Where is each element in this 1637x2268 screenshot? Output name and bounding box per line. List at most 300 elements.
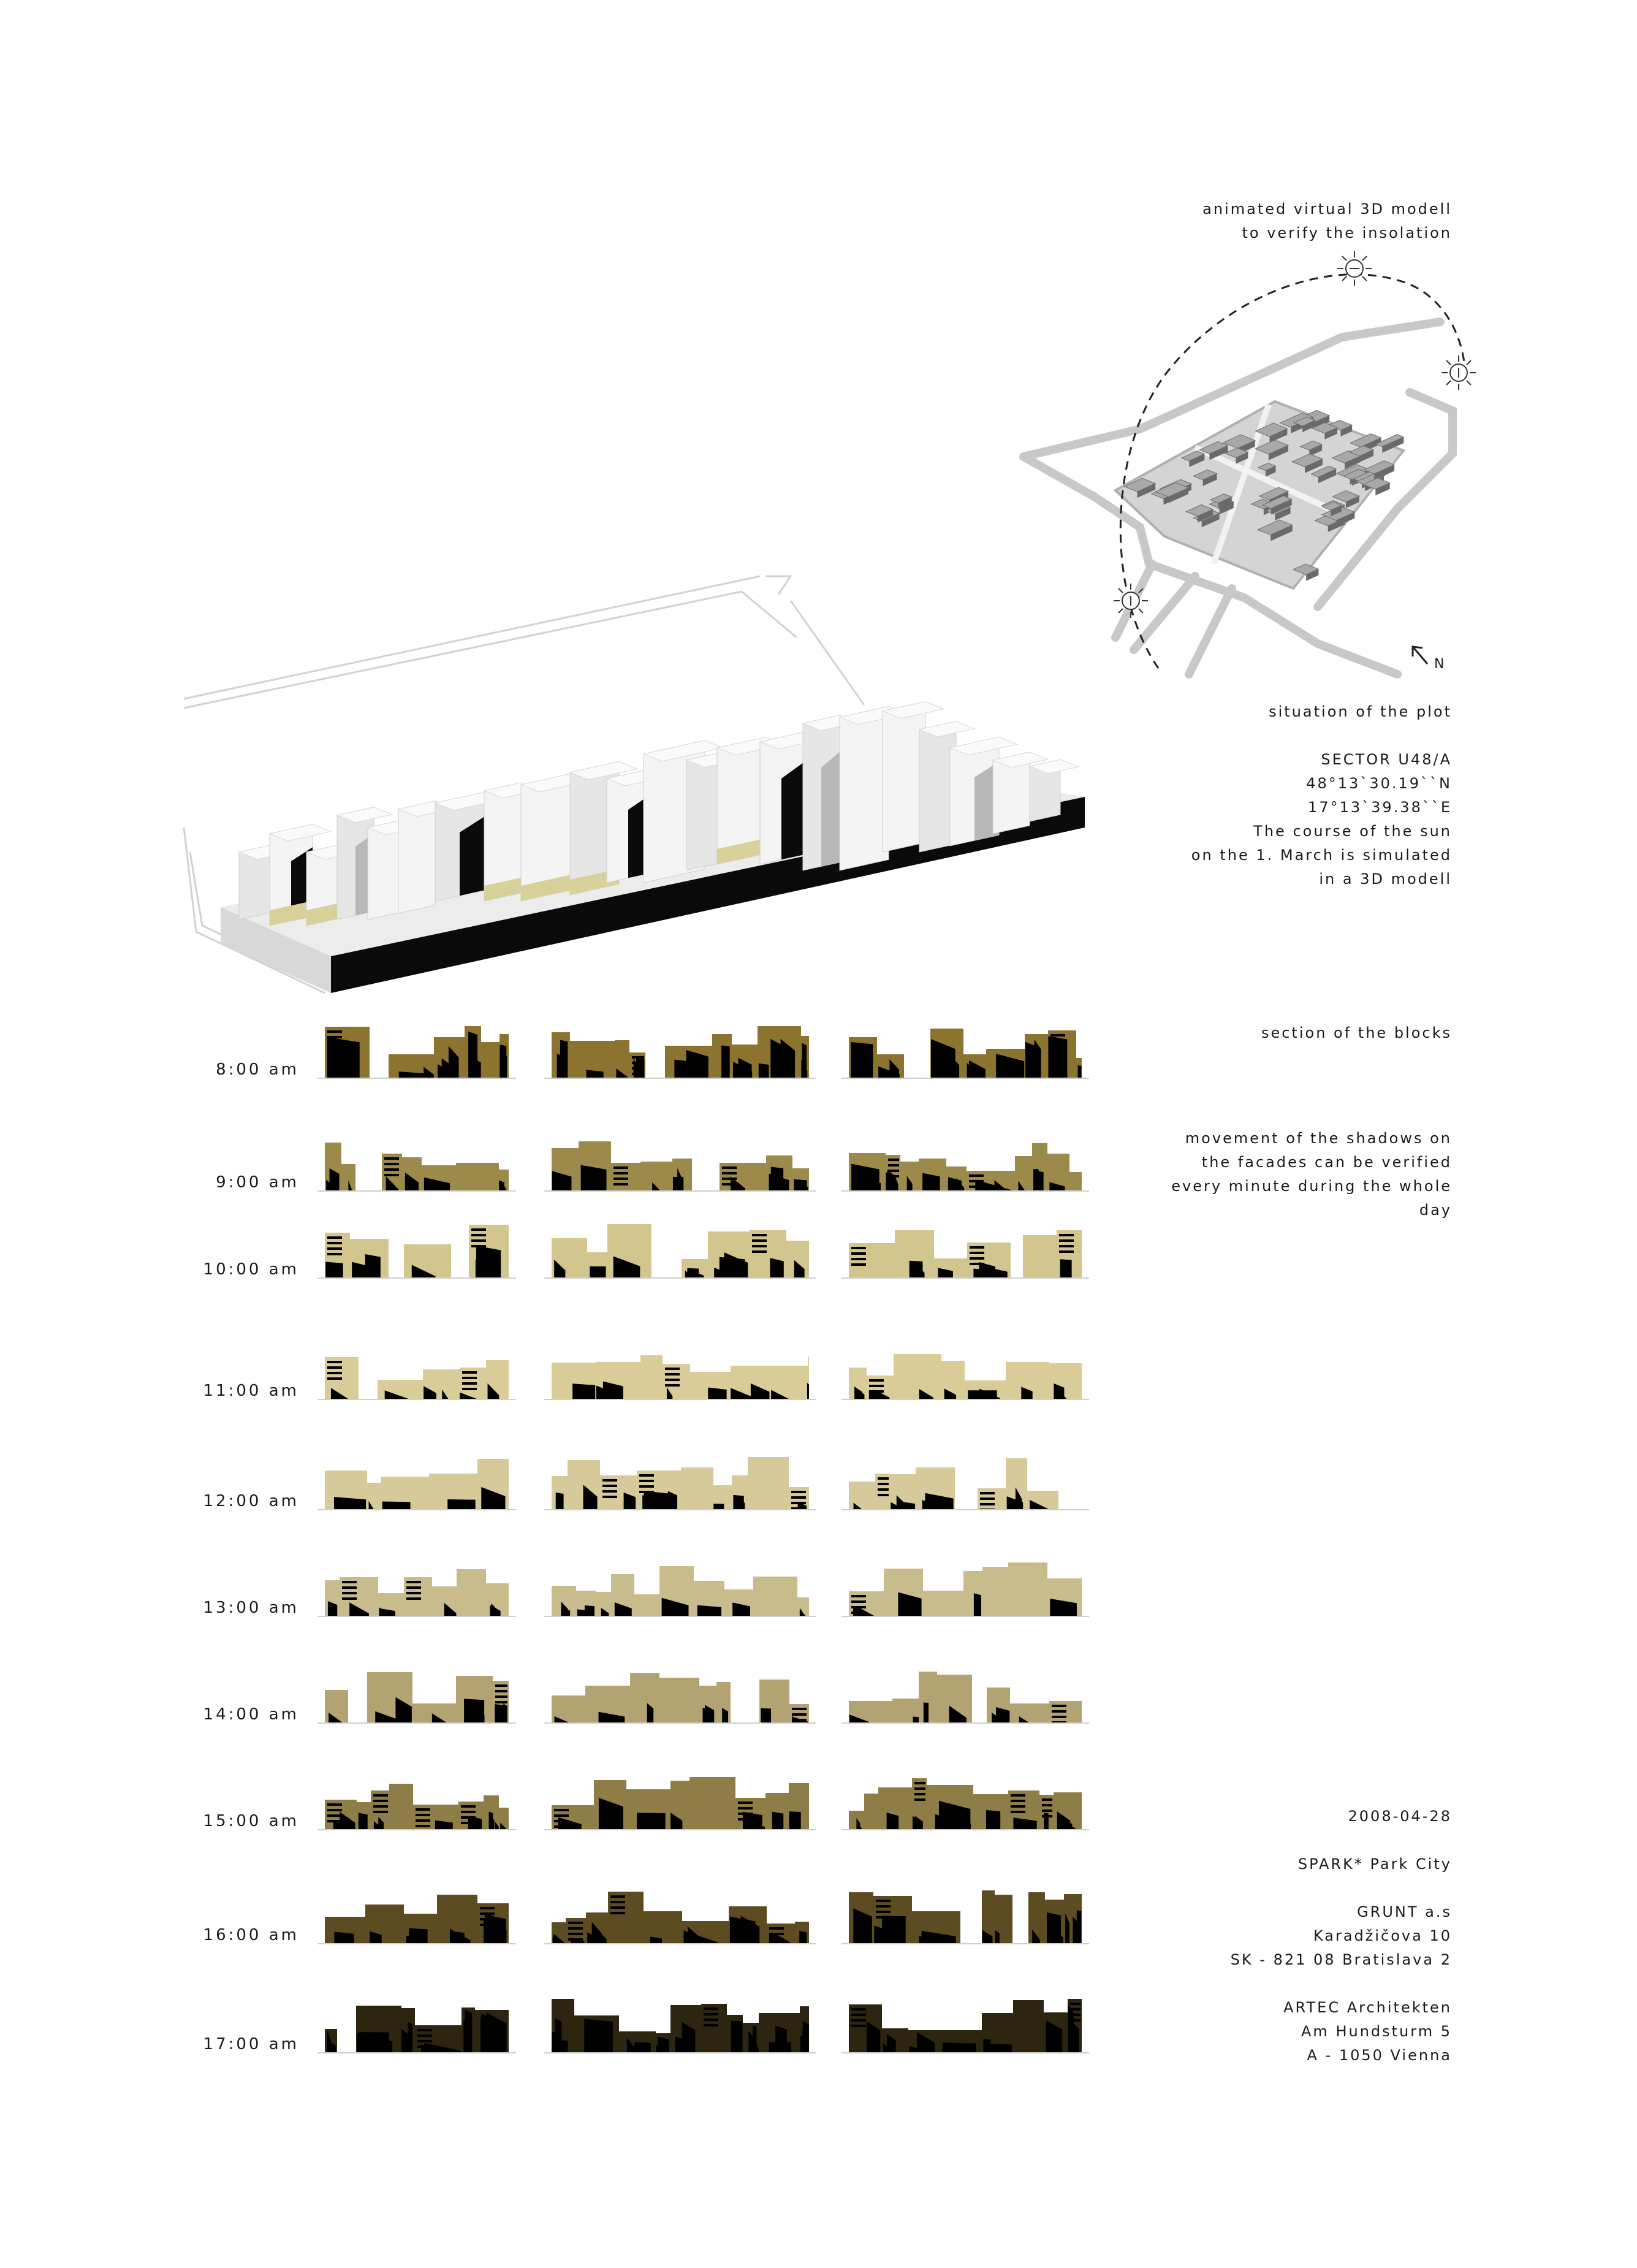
section-baseline	[317, 2052, 516, 2053]
window-stripe	[1070, 2003, 1081, 2005]
window-stripe	[554, 1820, 569, 1822]
facade-block	[1028, 1892, 1045, 1943]
window-stripe	[495, 1690, 507, 1692]
window-stripe	[471, 1245, 486, 1247]
shadow-shape	[731, 2021, 743, 2052]
sector-line6: in a 3D modell	[1319, 870, 1452, 888]
facade-section-strip	[552, 1222, 809, 1277]
window-stripe	[851, 1606, 866, 1608]
window-stripe	[495, 1701, 507, 1703]
window-stripe	[610, 1895, 625, 1898]
window-stripe	[554, 1825, 569, 1828]
section-baseline	[544, 1277, 816, 1279]
section-baseline	[841, 1509, 1089, 1510]
section-baseline	[544, 1509, 816, 1510]
shadow-shape	[772, 1812, 784, 1829]
window-stripe	[462, 1371, 477, 1374]
window-stripe	[851, 1612, 866, 1614]
window-stripe	[704, 2019, 718, 2021]
window-stripe	[851, 1258, 866, 1260]
section-baseline	[841, 1190, 1089, 1192]
facade-block	[644, 1911, 682, 1943]
shadow-shape	[464, 1699, 484, 1722]
window-stripe	[632, 1056, 644, 1059]
window-stripe	[639, 1474, 654, 1477]
window-stripe	[416, 1814, 430, 1816]
window-stripe	[384, 1157, 399, 1160]
section-baseline	[317, 1509, 516, 1510]
window-stripe	[851, 1252, 866, 1255]
shadow-shape	[924, 1702, 929, 1722]
window-stripe	[1050, 1051, 1065, 1053]
window-stripe	[471, 1234, 486, 1236]
window-stripe	[610, 1912, 625, 1914]
window-stripe	[568, 1938, 583, 1941]
shadow-shape	[713, 1504, 724, 1509]
movement-line4: day	[1419, 1201, 1452, 1219]
window-stripe	[869, 1379, 884, 1382]
window-stripe	[602, 1479, 617, 1482]
facade-section-strip	[325, 1561, 509, 1616]
section-baseline	[317, 1616, 516, 1617]
section-baseline	[841, 1078, 1089, 1079]
shadow-shape	[447, 1499, 475, 1509]
window-stripe	[878, 1488, 889, 1491]
shadow-shape	[382, 1501, 411, 1509]
shadow-shape	[1052, 1038, 1063, 1078]
facade-section-strip	[849, 1561, 1082, 1616]
shadow-shape	[733, 1495, 743, 1509]
movement-line3: every minute during the whole	[1171, 1178, 1452, 1195]
facade-section-strip	[552, 1022, 809, 1078]
facade-section-strip	[325, 1774, 509, 1829]
window-stripe	[1052, 1705, 1066, 1707]
sector-line2: 48°13`30.19``N	[1306, 775, 1452, 792]
facade-block	[640, 1162, 672, 1190]
shadow-shape	[552, 2040, 568, 2052]
shadow-shape	[1060, 1259, 1072, 1277]
window-stripe	[970, 1257, 984, 1260]
window-stripe	[970, 1263, 984, 1265]
shadow-shape	[500, 1045, 506, 1078]
window-stripe	[738, 1813, 753, 1815]
shadow-shape	[325, 1261, 343, 1277]
section-baseline	[317, 1399, 516, 1400]
window-stripe	[665, 1373, 680, 1376]
shadow-shape	[637, 1813, 666, 1829]
window-stripe	[639, 1485, 654, 1488]
window-stripe	[327, 1366, 342, 1369]
window-stripe	[876, 1900, 891, 1902]
facade-section-strip	[849, 1888, 1082, 1943]
window-stripe	[327, 1814, 342, 1817]
window-stripe	[704, 2013, 718, 2015]
window-stripe	[665, 1368, 680, 1370]
window-stripe	[613, 1166, 628, 1169]
window-stripe	[1059, 1250, 1074, 1253]
window-stripe	[1052, 1716, 1066, 1718]
movement-line1: movement of the shadows on	[1185, 1130, 1452, 1147]
time-label: 12:00 am	[203, 1492, 299, 1510]
window-stripe	[417, 2040, 432, 2042]
architect-name: ARTEC Architekten	[1283, 1999, 1452, 2016]
facade-section-strip	[325, 1344, 509, 1399]
time-label: 15:00 am	[203, 1812, 299, 1830]
shadow-shape	[974, 1593, 981, 1616]
window-stripe	[888, 1159, 899, 1161]
section-baseline	[841, 1399, 1089, 1400]
window-stripe	[602, 1490, 617, 1493]
sector-line3: 17°13`39.38``E	[1308, 799, 1452, 816]
window-stripe	[792, 1713, 807, 1716]
facade-block	[753, 1577, 797, 1616]
facade-block	[640, 1355, 663, 1399]
sun-icon	[1441, 356, 1476, 390]
window-stripe	[384, 1174, 399, 1176]
window-stripe	[613, 1172, 628, 1174]
project-date: 2008-04-28	[1348, 1808, 1452, 1825]
window-stripe	[792, 1708, 807, 1710]
shadow-shape	[943, 2042, 976, 2052]
window-stripe	[769, 1933, 784, 1935]
window-stripe	[969, 1180, 984, 1182]
window-stripe	[1050, 1045, 1065, 1048]
window-stripe	[327, 1809, 342, 1811]
facade-block	[1015, 1156, 1032, 1190]
section-caption: section of the blocks	[1261, 1024, 1452, 1041]
facade-block	[457, 1569, 486, 1616]
window-stripe	[738, 1802, 753, 1804]
window-stripe	[461, 1822, 476, 1824]
shadow-shape	[910, 1261, 923, 1277]
shadow-shape	[450, 1931, 465, 1943]
section-baseline	[544, 1616, 816, 1617]
window-stripe	[327, 1047, 342, 1049]
window-stripe	[914, 1793, 925, 1795]
facade-section-strip	[325, 1888, 509, 1943]
window-stripe	[568, 1933, 583, 1935]
window-stripe	[327, 1030, 342, 1033]
window-stripe	[969, 1174, 984, 1177]
shadow-shape	[851, 1042, 873, 1078]
window-stripe	[851, 1247, 866, 1249]
time-label: 11:00 am	[203, 1382, 299, 1400]
window-stripe	[792, 1719, 807, 1721]
window-stripe	[480, 1924, 495, 1926]
window-stripe	[554, 1814, 569, 1817]
section-baseline	[841, 1722, 1089, 1724]
sector-line5: on the 1. March is simulated	[1191, 847, 1452, 864]
north-arrow-icon	[1413, 647, 1427, 664]
window-stripe	[406, 1586, 421, 1589]
time-label: 16:00 am	[203, 1926, 299, 1944]
facade-block	[659, 1678, 699, 1722]
window-stripe	[1070, 2008, 1081, 2011]
window-stripe	[878, 1494, 889, 1496]
window-stripe	[639, 1491, 654, 1493]
client-name: GRUNT a.s	[1357, 1903, 1452, 1920]
window-stripe	[665, 1379, 680, 1381]
window-stripe	[876, 1911, 891, 1913]
facade-block	[481, 1042, 499, 1078]
window-stripe	[980, 1497, 995, 1500]
section-baseline	[317, 1277, 516, 1279]
time-label: 17:00 am	[203, 2035, 299, 2053]
time-label: 10:00 am	[203, 1260, 299, 1279]
section-baseline	[544, 1943, 816, 1944]
facade-block	[849, 1482, 875, 1509]
window-stripe	[327, 1803, 342, 1806]
section-baseline	[544, 1722, 816, 1724]
facade-block	[701, 2004, 727, 2052]
time-label: 9:00 am	[216, 1173, 299, 1192]
section-baseline	[544, 1399, 816, 1400]
window-stripe	[462, 1388, 477, 1390]
window-stripe	[342, 1592, 357, 1594]
model-shadow	[821, 752, 840, 867]
window-stripe	[568, 1922, 583, 1924]
window-stripe	[610, 1906, 625, 1909]
window-stripe	[851, 1263, 866, 1266]
3d-block-model	[178, 564, 1109, 1011]
facade-block	[689, 1777, 735, 1829]
window-stripe	[878, 1483, 889, 1485]
window-stripe	[722, 1172, 737, 1174]
window-stripe	[602, 1496, 617, 1498]
north-label: N	[1434, 656, 1445, 672]
facade-block	[1069, 1172, 1082, 1190]
section-baseline	[317, 1078, 516, 1079]
shadow-shape	[1033, 1169, 1039, 1190]
window-stripe	[462, 1377, 477, 1379]
window-stripe	[769, 1927, 784, 1930]
window-stripe	[704, 2007, 718, 2010]
shadow-shape	[556, 1493, 564, 1509]
window-stripe	[1011, 1805, 1025, 1808]
facade-block	[456, 1163, 499, 1190]
shadow-shape	[913, 1716, 919, 1722]
facade-section-strip	[552, 1774, 809, 1829]
window-stripe	[480, 1912, 495, 1915]
window-stripe	[461, 1816, 476, 1819]
window-stripe	[914, 1798, 925, 1801]
window-stripe	[791, 1502, 806, 1504]
window-stripe	[373, 1800, 388, 1802]
window-stripe	[752, 1234, 767, 1236]
section-baseline	[841, 1616, 1089, 1617]
window-stripe	[1070, 2019, 1081, 2022]
window-stripe	[851, 1600, 866, 1603]
window-stripe	[869, 1385, 884, 1387]
facade-block	[681, 1467, 713, 1509]
section-baseline	[841, 1943, 1089, 1944]
window-stripe	[1059, 1245, 1074, 1247]
facade-section-strip	[325, 1997, 509, 2052]
facade-section-strip	[325, 1667, 509, 1722]
window-stripe	[632, 1062, 644, 1064]
window-stripe	[969, 1185, 984, 1188]
section-baseline	[841, 1829, 1089, 1830]
facade-section-strip	[849, 1022, 1082, 1078]
facade-section-strip	[325, 1135, 509, 1190]
facade-block	[748, 1457, 789, 1509]
shadow-shape	[759, 1064, 769, 1078]
facade-section-strip	[325, 1454, 509, 1509]
window-stripe	[327, 1036, 342, 1038]
facade-block	[630, 1673, 659, 1722]
section-baseline	[841, 2052, 1089, 2053]
facade-block	[1008, 1562, 1047, 1616]
window-stripe	[602, 1485, 617, 1487]
shadow-shape	[688, 1268, 699, 1277]
facade-section-strip	[849, 1222, 1082, 1277]
facade-section-strip	[552, 1561, 809, 1616]
facade-block	[389, 1784, 413, 1829]
model-caption-line1: animated virtual 3D modell	[1202, 200, 1452, 218]
shadow-shape	[408, 2022, 412, 2052]
project-name: SPARK* Park City	[1297, 1855, 1452, 1873]
window-stripe	[722, 1178, 737, 1180]
facade-section-strip	[849, 1454, 1082, 1509]
window-stripe	[722, 1183, 737, 1185]
shadow-shape	[560, 1040, 568, 1078]
window-stripe	[613, 1183, 628, 1185]
window-stripe	[970, 1246, 984, 1249]
window-stripe	[471, 1228, 486, 1231]
client-city: SK - 821 08 Bratislava 2	[1230, 1951, 1452, 1968]
model-shadow	[781, 763, 803, 860]
section-baseline	[317, 1829, 516, 1830]
window-stripe	[1011, 1811, 1025, 1813]
window-stripe	[384, 1168, 399, 1171]
window-stripe	[752, 1250, 767, 1253]
window-stripe	[665, 1384, 680, 1387]
shadow-shape	[988, 2044, 1012, 2052]
shadow-shape	[799, 1931, 807, 1943]
window-stripe	[752, 1239, 767, 1242]
window-stripe	[1011, 1794, 1025, 1797]
window-stripe	[791, 1491, 806, 1493]
section-baseline	[317, 1190, 516, 1192]
facade-section-strip	[325, 1022, 509, 1078]
shadow-shape	[590, 1266, 606, 1277]
site-plan-caption: situation of the plot	[1269, 703, 1452, 720]
facade-section-strip	[849, 1667, 1082, 1722]
window-stripe	[417, 2029, 432, 2031]
window-stripe	[869, 1390, 884, 1393]
window-stripe	[416, 1819, 430, 1822]
facade-block	[864, 1794, 878, 1829]
window-stripe	[471, 1239, 486, 1242]
client-street: Karadžičova 10	[1313, 1927, 1452, 1944]
window-stripe	[480, 1918, 495, 1920]
shadow-shape	[584, 2019, 613, 2052]
window-stripe	[342, 1581, 357, 1583]
window-stripe	[384, 1163, 399, 1165]
facade-section-strip	[552, 1997, 809, 2052]
window-stripe	[980, 1503, 995, 1505]
section-baseline	[544, 1078, 816, 1079]
window-stripe	[461, 1811, 476, 1813]
facade-block	[608, 1892, 644, 1943]
facade-block	[325, 1690, 348, 1722]
facade-section-strip	[552, 1667, 809, 1722]
shadow-shape	[585, 1605, 594, 1616]
facade-section-strip	[325, 1222, 509, 1277]
window-stripe	[738, 1818, 753, 1821]
time-label: 13:00 am	[203, 1599, 299, 1617]
window-stripe	[752, 1245, 767, 1247]
window-stripe	[980, 1492, 995, 1494]
shadow-shape	[634, 2042, 651, 2052]
facade-block	[894, 1354, 941, 1399]
window-stripe	[342, 1597, 357, 1600]
window-stripe	[914, 1787, 925, 1790]
window-stripe	[495, 1695, 507, 1698]
window-stripe	[462, 1382, 477, 1385]
facade-block	[1010, 1703, 1049, 1722]
facade-block	[1013, 2000, 1044, 2052]
window-stripe	[327, 1372, 342, 1374]
facade-section-strip	[552, 1135, 809, 1190]
sun-icon	[1114, 584, 1148, 618]
shadow-shape	[465, 2009, 472, 2052]
shadow-shape	[721, 1045, 730, 1078]
facade-block	[923, 1591, 963, 1616]
window-stripe	[722, 1166, 737, 1169]
section-baseline	[544, 1829, 816, 1830]
window-stripe	[327, 1242, 342, 1244]
window-stripe	[327, 1820, 342, 1822]
window-stripe	[406, 1597, 421, 1600]
window-stripe	[876, 1916, 891, 1919]
shadow-shape	[770, 1258, 783, 1277]
window-stripe	[610, 1901, 625, 1903]
window-stripe	[406, 1581, 421, 1583]
window-stripe	[568, 1927, 583, 1930]
facade-section-strip	[849, 1774, 1082, 1829]
window-stripe	[1050, 1034, 1065, 1037]
window-stripe	[851, 2008, 866, 2011]
window-stripe	[327, 1253, 342, 1255]
time-label: 8:00 am	[216, 1060, 299, 1079]
window-stripe	[495, 1684, 507, 1687]
window-stripe	[373, 1811, 388, 1813]
window-stripe	[461, 1805, 476, 1808]
shadow-shape	[409, 1928, 427, 1943]
window-stripe	[851, 1595, 866, 1597]
facade-block	[634, 1594, 659, 1616]
window-stripe	[869, 1396, 884, 1398]
window-stripe	[769, 1938, 784, 1941]
window-stripe	[373, 1805, 388, 1808]
window-stripe	[632, 1067, 644, 1070]
model-caption-line2: to verify the insolation	[1242, 224, 1452, 242]
window-stripe	[417, 2034, 432, 2037]
time-label: 14:00 am	[203, 1705, 299, 1724]
window-stripe	[554, 1809, 569, 1811]
window-stripe	[1059, 1234, 1074, 1236]
model-building	[398, 801, 435, 913]
window-stripe	[1052, 1710, 1066, 1713]
facade-block	[797, 1597, 809, 1616]
window-stripe	[632, 1073, 644, 1075]
facade-section-strip	[849, 1997, 1082, 2052]
window-stripe	[480, 1907, 495, 1909]
facade-block	[1023, 1235, 1057, 1277]
window-stripe	[851, 2025, 866, 2027]
window-stripe	[327, 1041, 342, 1044]
